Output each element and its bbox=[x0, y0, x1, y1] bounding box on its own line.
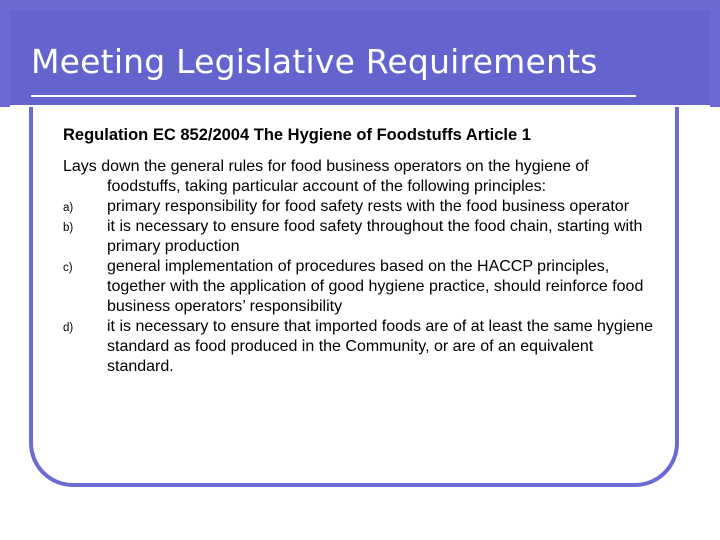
list-item bbox=[63, 217, 663, 257]
list-item bbox=[63, 197, 663, 217]
list-item-text: primary responsibility for food safety rests with the food business operator bbox=[107, 198, 630, 215]
intro-paragraph: Lays down the general rules for food business operators on the hygiene of foodstuffs, taking particular account of the following principles: bbox=[63, 158, 589, 195]
list-item-text: it is necessary to ensure food safety throughout the food chain, starting with primary production bbox=[107, 218, 643, 255]
list-marker: b) bbox=[63, 222, 74, 234]
title-underline bbox=[31, 95, 636, 97]
list-item-text: it is necessary to ensure that imported foods are of at least the same hygiene standard as food produced in the Community, or are of an equivalent standard. bbox=[107, 318, 654, 375]
principles-list bbox=[63, 197, 663, 377]
slide-body bbox=[63, 126, 663, 377]
list-marker: a) bbox=[63, 202, 74, 214]
list-marker: d) bbox=[63, 322, 74, 334]
list-item bbox=[63, 317, 663, 377]
list-item bbox=[63, 257, 663, 317]
slide-title: Meeting Legislative Requirements bbox=[31, 42, 598, 81]
list-item-text: general implementation of procedures based on the HACCP principles, together with the application of good hygiene practice, should reinforce food business operators’ responsibility bbox=[107, 258, 644, 315]
list-marker: c) bbox=[63, 262, 73, 274]
regulation-heading: Regulation EC 852/2004 The Hygiene of Foodstuffs Article 1 bbox=[63, 126, 531, 144]
